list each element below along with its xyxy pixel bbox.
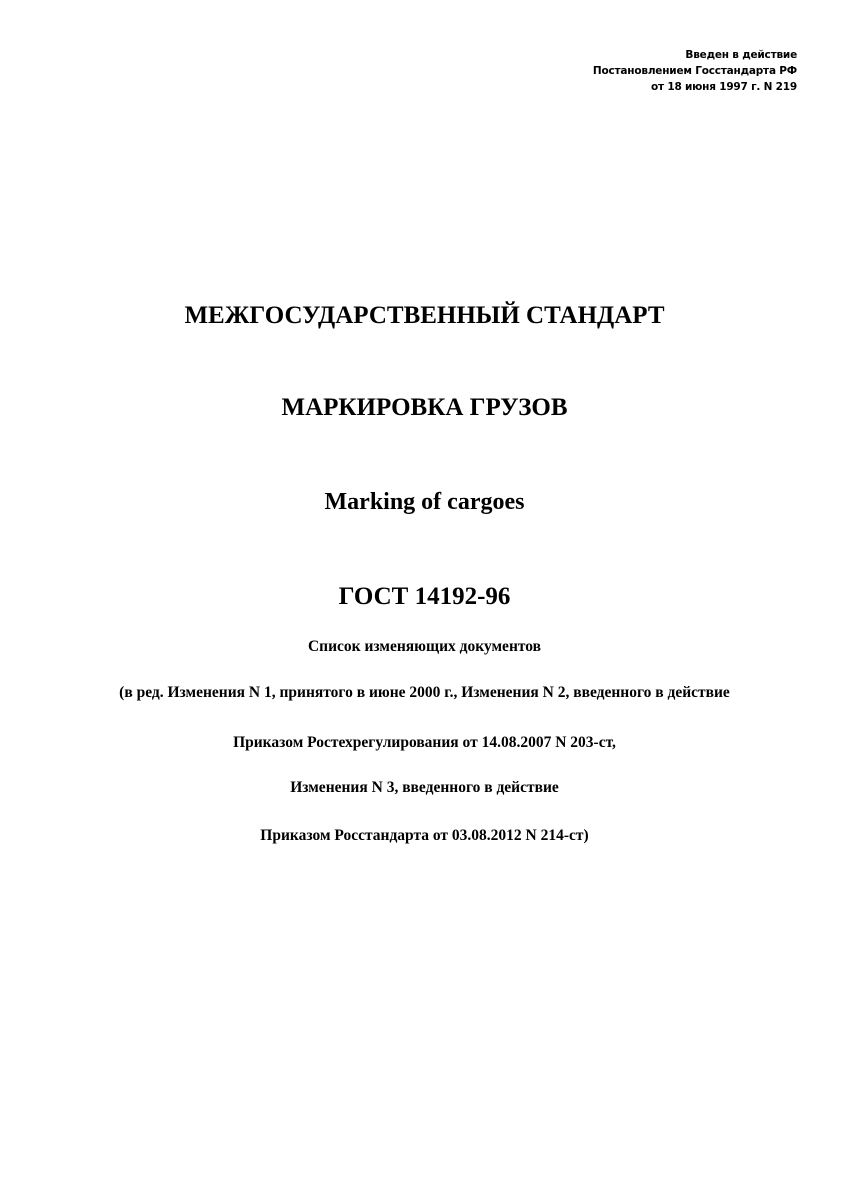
document-title-main: МЕЖГОСУДАРСТВЕННЫЙ СТАНДАРТ [184, 302, 665, 329]
enactment-note [593, 47, 797, 95]
document-title-sub: МАРКИРОВКА ГРУЗОВ [281, 394, 568, 421]
change-line-2: Приказом Ростехрегулирования от 14.08.2007 N 203-ст, [233, 734, 616, 751]
changes-heading: Список изменяющих документов [307, 638, 542, 655]
enactment-note-line-3: от 18 июня 1997 г. N 219 [650, 81, 797, 93]
change-line-3: Изменения N 3, введенного в действие [290, 779, 559, 796]
enactment-note-line-2: Постановлением Госстандарта РФ [592, 65, 797, 77]
gost-number: ГОСТ 14192-96 [338, 583, 511, 610]
change-line-4: Приказом Росстандарта от 03.08.2012 N 214-ст) [260, 827, 589, 844]
document-title-english: Marking of cargoes [324, 489, 525, 515]
change-line-1: (в ред. Изменения N 1, принятого в июне 2000 г., Изменения N 2, введенного в действие [119, 684, 730, 701]
enactment-note-line-1: Введен в действие [685, 49, 797, 61]
